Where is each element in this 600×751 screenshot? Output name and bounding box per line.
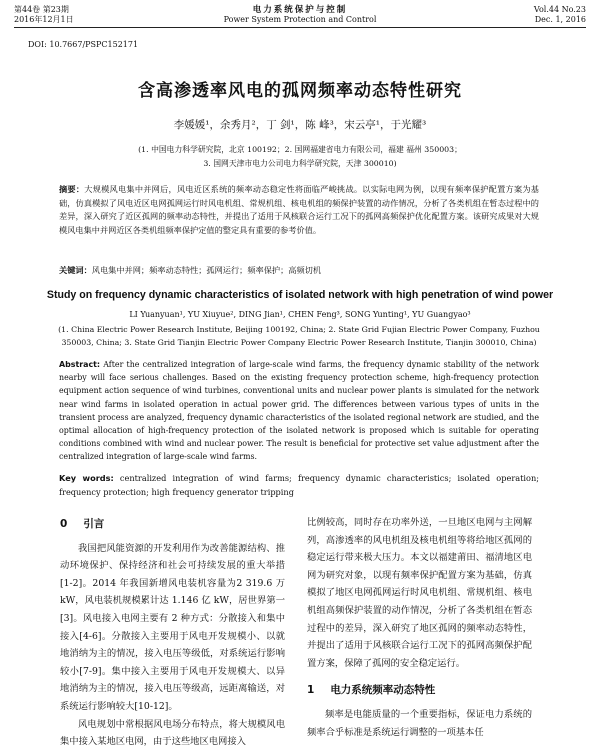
abstract-en-label: Abstract: <box>59 360 101 369</box>
keywords-cn-text: 风电集中并网；频率动态特性；孤网运行；频率保护；高频切机 <box>91 265 322 275</box>
header-rule <box>14 27 586 28</box>
keywords-en-label: Key words: <box>59 473 114 483</box>
abstract-en <box>59 358 539 464</box>
paragraph: 我国把风能资源的开发利用作为改善能源结构、推动环境保护、保持经济和社会可持续发展的重大举措[1-2]。2014 年我国新增风电装机容量为2 319.6 万 kW，风电装机规模累计达 1.146 亿 kW，居世界第一[3]。风电接入电网主要有 2 种方式：分散接入和集中接入[4-6]。分散接入主要用于风电开发规模小、以就地消纳为主的情况，接入电压等级低，对系统运行影响较小[7-9]。集中接入主要用于风电开发规模大、以异地消纳为主的情况，接入电压等级高，远距离输送，对系统运行影响较大[10-12]。 <box>60 542 285 712</box>
section-number: 0 <box>60 518 68 530</box>
title-en: Study on frequency dynamic characteristics of isolated network with high penetration of wind power <box>46 289 554 301</box>
abstract-cn-label: 摘要： <box>59 184 85 194</box>
section-heading-1 <box>307 682 532 700</box>
affiliation-line: (1. 中国电力科学研究院，北京 100192；2. 国网福建省电力有限公司，福建 福州 350003； <box>138 145 462 154</box>
affiliation-line: 3. 国网天津市电力公司电力科学研究院，天津 300010) <box>203 159 397 168</box>
affiliations <box>0 143 600 171</box>
abstract-en-text: After the centralized integration of large-scale wind farms, the frequency dynamic stability of the network nearby will face serious challenges. Based on the existing frequency protection scheme, high-frequency protection equipment action sequence of wind turbines, conventional units and nuclear power plants is simulated for the network near wind farms in isolated operation in actual power grid. The differences between various types of units in the transient process are analyzed, frequency dynamic characteristics of the isolated regional network are studied, and the optimal allocation of high-frequency protection of the isolated network is proposed which is suitable for operating conditions combined with wind and nuclear power. The result is beneficial for protective set value adjustment after the centralized integration of large-scale wind farms. <box>59 360 540 462</box>
authors: 李媛媛¹，余秀月²，丁 剑¹，陈 峰³，宋云亭¹，于光耀³ <box>173 119 427 131</box>
date-cn: 2016年12月1日 <box>14 15 74 24</box>
keywords-en-text: centralized integration of wind farms; frequency dynamic characteristics; isolated operation; frequency protection; high frequency generator tripping <box>59 473 539 497</box>
header-center <box>14 5 586 25</box>
paragraph: 频率是电能质量的一个重要指标，保证电力系统的频率合乎标准是系统运行调整的一项基本任 <box>307 708 532 738</box>
paragraph: 风电规划中常根据风电场分布特点，将大规模风电集中接入某地区电网，由于这些地区电网接入 <box>60 718 285 748</box>
authors-en: LI Yuanyuan¹, YU Xiuyue², DING Jian¹, CHEN Feng³, SONG Yunting¹, YU Guangyao³ <box>129 310 471 319</box>
doi: DOI: 10.7667/PSPC152171 <box>28 40 139 49</box>
body-column-left <box>60 514 285 751</box>
section-title: 引言 <box>83 518 105 530</box>
keywords-en <box>59 472 539 499</box>
paper-title: 含高渗透率风电的孤网频率动态特性研究 <box>138 81 462 101</box>
header-right <box>534 5 586 25</box>
date-en: Dec. 1, 2016 <box>534 15 586 24</box>
section-number: 1 <box>307 684 315 697</box>
keywords-cn-label: 关键词： <box>59 265 92 275</box>
abstract-cn <box>59 183 539 237</box>
abstract-cn-text: 大规模风电集中并网后，风电近区系统的频率动态稳定性将面临严峻挑战。以实际电网为例，以现有频率保护配置方案为基础，仿真模拟了风电近区电网孤网运行时风电机组、常规机组、核电机组的频保护装置的动作情况，分析了各类机组在暂态过程中的差异，深入研究了近区孤网的频率动态特性，并提出了适用于风核联合运行工况下的孤网高频保护优化配置方案。该研究成果对大规模风电集中并网近区各类机组频率保护定值的整定具有重要的参考价值。 <box>59 184 539 235</box>
affiliations-en: (1. China Electric Power Research Institute, Beijing 100192, China; 2. State Grid Fujian Electric Power Company, Fuzhou 350003, China; 3. State Grid Tianjin Electric Power Company Electric Power Research Institute, Tianjin 300010, China) <box>58 325 540 347</box>
page-header <box>14 5 586 27</box>
paragraph: 比例较高，同时存在功率外送，一旦地区电网与主网解列，高渗透率的风电机组及核电机组等将给地区孤网的稳定运行带来极大压力。本文以福建莆田、福清地区电网为研究对象，以现有频率保护配置方案为基础，仿真模拟了地区电网孤网运行时风电机组、常规机组、核电机组高频保护装置的动作情况，分析了各类机组在暂态过程中的差异，深入研究了地区孤网的频率动态特性，并提出了适用于风核联合运行工况下的孤网高频保护配置方案，保障了孤网的安全稳定运行。 <box>307 517 532 669</box>
volume-en: Vol.44 No.23 <box>533 5 586 14</box>
journal-name-cn: 电力系统保护与控制 <box>252 5 348 15</box>
section-title: 电力系统频率动态特性 <box>330 684 436 697</box>
section-heading-intro <box>60 516 285 534</box>
body-column-right <box>307 514 532 741</box>
keywords-cn <box>59 264 539 278</box>
volume-cn: 第44卷 第23期 <box>14 5 69 14</box>
journal-name-en: Power System Protection and Control <box>223 15 377 24</box>
